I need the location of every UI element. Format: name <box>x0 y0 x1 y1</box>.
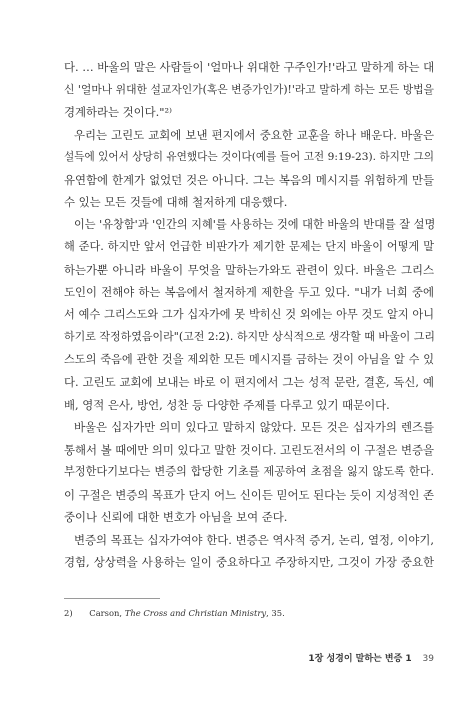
page-footer <box>308 652 434 666</box>
text-line: 우리는 고린도 교회에 보낸 편지에서 중요한 교훈을 하나 배운다. 바울은 <box>74 127 434 142</box>
body-text <box>64 56 434 574</box>
text-line: 서 예수 그리스도와 그가 십자가에 못 박히신 것 외에는 아무 것도 알지 아니 <box>64 307 434 321</box>
text-line: 이는 '유창함'과 '인간의 지혜'를 사용하는 것에 대한 바울의 반대를 잘 설명 <box>74 217 436 231</box>
text-line: 통해서 볼 때에만 의미 있다고 말한 것이다. 고린도전서의 이 구절은 변증을 <box>64 442 434 457</box>
footnote-rule <box>64 598 160 599</box>
text-line: 수 있는 모든 것들에 대해 철저하게 대응했다. <box>64 195 288 209</box>
text-line: 다. … 바울의 말은 사람들이 '얼마나 위대한 구주인가!'라고 말하게 하는 대 <box>64 60 435 74</box>
footnote-rest: , 35. <box>266 608 285 618</box>
footnote-author: Carson, <box>89 608 123 618</box>
text-line: 유연함에 한계가 없었던 것은 아니다. 그는 복음의 메시지를 위험하게 만들 <box>64 172 434 187</box>
footnote-number: 2) <box>64 608 73 618</box>
text-line: 바울은 십자가만 의미 있다고 말하지 않았다. 모든 것은 십자가의 렌즈를 <box>74 420 434 434</box>
text-line: 경험, 상상력을 사용하는 일이 중요하다고 주장하지만, 그것이 가장 중요한 <box>64 555 434 569</box>
text-line: 해 준다. 하지만 앞서 언급한 비판가가 제기한 문제는 단지 바울이 어떻게 말 <box>64 240 434 253</box>
text-line: 신 '얼마나 위대한 설교자인가(혹은 변증가인가)!'라고 말하게 하는 모든 방법을 <box>64 82 434 96</box>
text-line: 스도의 죽음에 관한 것을 제외한 모든 메시지를 금하는 것이 아님을 알 수 있 <box>64 352 434 366</box>
text-line: 다. 고린도 교회에 보내는 바로 이 편지에서 그는 성적 문란, 결혼, 독신, 예 <box>64 375 434 389</box>
text-line: 배, 영적 은사, 방언, 성찬 등 다양한 주제를 다루고 있기 때문이다. <box>64 397 390 412</box>
footnote <box>64 606 285 620</box>
text-line: 경계하라는 것이다."²⁾ <box>64 105 172 119</box>
chapter-label: 1장 성경이 말하는 변증 1 <box>308 654 412 664</box>
text-line: 하기로 작정하였음이라"(고전 2:2). 하지만 상식적으로 생각할 때 바울이 그리 <box>64 330 435 343</box>
text-line: 부정한다기보다는 변증의 합당한 기초를 제공하여 초점을 잃지 않도록 한다. <box>64 465 434 478</box>
text-line: 도인이 전해야 하는 복음에서 철저하게 제한을 두고 있다. "내가 너희 중에 <box>64 285 434 299</box>
text-line: 중이나 신뢰에 대한 변호가 아님을 보여 준다. <box>64 510 288 524</box>
text-line: 설득에 있어서 상당히 유연했다는 것이다(예를 들어 고전 9:19-23). 하지만 그의 <box>64 151 434 163</box>
text-line: 변증의 목표는 십자가여야 한다. 변증은 역사적 증거, 논리, 열정, 이야기, <box>74 532 434 547</box>
footnote-title: The Cross and Christian Ministry <box>124 608 267 618</box>
page-number: 39 <box>422 654 434 664</box>
text-line: 하는가뿐 아니라 바울이 무엇을 말하는가와도 관련이 있다. 바울은 그리스 <box>64 262 434 277</box>
text-line: 이 구절은 변증의 목표가 단지 어느 신이든 믿어도 된다는 듯이 지성적인 존 <box>64 487 434 502</box>
